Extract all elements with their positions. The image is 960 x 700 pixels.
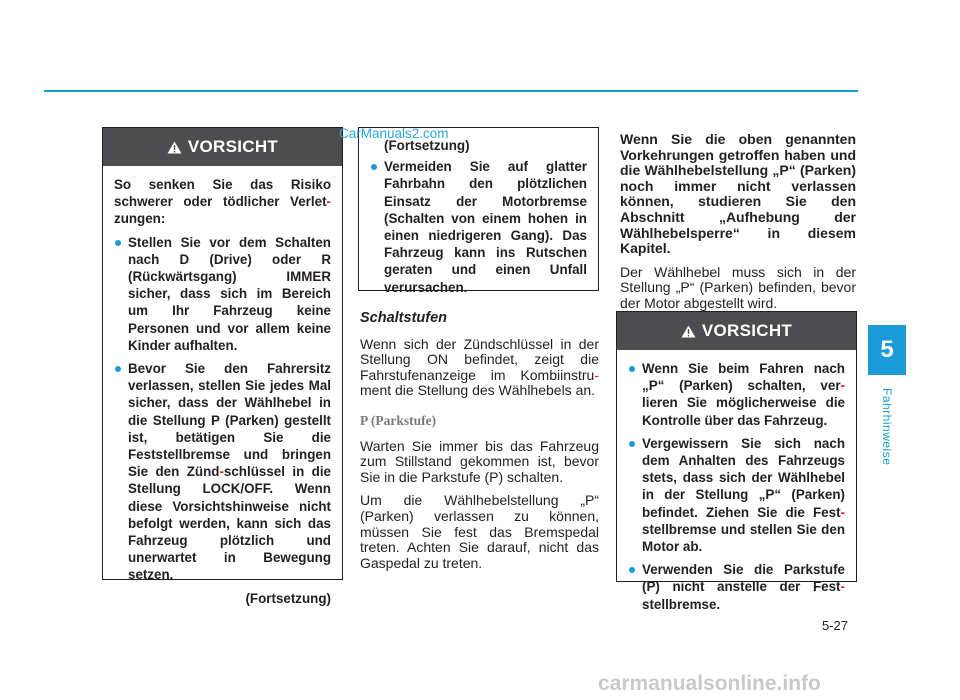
list-item: Wenn Sie beim Fahren nach „P“ (Parken) schalten, ver-lieren Sie möglicherweise die Kontrolle über das Fahrzeug. — [628, 360, 845, 429]
list-item: Stellen Sie vor dem Schalten nach D (Drive) oder R (Rückwärtsgang) IMMER sicher, dass sich im Bereich um Ihr Fahrzeug keine Personen und vor allem keine Kinder aufhalten. — [114, 234, 331, 354]
page-number: 5-27 — [822, 618, 849, 633]
paragraph: Der Wählhebel muss sich in der Stellung „P“ (Parken) befinden, bevor der Motor abgestellt wird. — [620, 263, 856, 311]
caution-header-right — [617, 312, 856, 350]
caution-intro: So senken Sie das Risiko schwerer oder tödlicher Verlet-zungen: — [114, 177, 331, 227]
right-text — [620, 132, 856, 320]
shift-section — [360, 311, 599, 579]
section-title: Schaltstufen — [360, 310, 448, 326]
caution-title-left: VORSICHT — [187, 137, 279, 156]
chapter-label: Fahrhinweise — [880, 388, 894, 466]
bold-paragraph: Wenn Sie die oben genannten Vorkehrungen getroffen haben und die Wählhebelstellung „P“ (Parken) noch immer nicht verlassen können, studieren Sie den Abschnitt „Aufhebung der Wählhebelsperre“ in diesem Kapitel. — [620, 131, 856, 257]
continued-label: (Fortsetzung) — [245, 590, 331, 606]
caution-list-middle — [370, 158, 587, 296]
watermark-top: CarManuals2.com — [339, 126, 449, 141]
list-item: Vergewissern Sie sich nach dem Anhalten des Fahrzeugs stets, dass sich der Wählhebel in der Stellung „P“ (Parken) befindet. Ziehen Sie die Fest-stellbremse und stellen Sie den Motor ab. — [628, 435, 845, 555]
list-item: Vermeiden Sie auf glatter Fahrbahn den plötzlichen Einsatz der Motorbremse (Schalten von einem hohen in einen niedrigeren Gang). Das Fahrzeug kann ins Rutschen geraten und einen Unfall verursachen. — [370, 158, 587, 296]
list-item: Verwenden Sie die Parkstufe (P) nicht anstelle der Fest-stellbremse. — [628, 561, 845, 613]
header-rule — [44, 90, 858, 92]
paragraph: Warten Sie immer bis das Fahrzeug zum Stillstand gekommen ist, bevor Sie in die Parkstufe (P) schalten. — [360, 437, 599, 485]
caution-list-right — [628, 360, 845, 613]
caution-title-right: VORSICHT — [701, 321, 793, 340]
caution-box-middle — [358, 127, 599, 295]
subsection-title: P (Parkstufe) — [360, 412, 437, 428]
caution-list-left — [114, 234, 331, 584]
continued-label: (Fortsetzung) — [384, 138, 470, 153]
caution-header-left — [103, 128, 342, 166]
caution-box-left — [102, 127, 343, 606]
chapter-tab: 5 — [868, 325, 906, 375]
paragraph: Wenn sich der Zündschlüssel in der Stellung ON befindet, zeigt die Fahrstufenanzeige im Kombiinstru-ment die Stellung des Wählhebels an. — [360, 335, 599, 399]
warning-icon — [167, 141, 182, 154]
paragraph: Um die Wählhebelstellung „P“ (Parken) verlassen zu können, müssen Sie fest das Bremspedal treten. Achten Sie darauf, nicht das Gaspedal zu treten. — [360, 492, 599, 571]
list-item: Bevor Sie den Fahrersitz verlassen, stellen Sie jedes Mal sicher, dass der Wählhebel in die Stellung P (Parken) gestellt ist, betätigen Sie die Feststellbremse und bringen Sie den Zünd-schlüssel in die Stellung LOCK/OFF. Wenn diese Vorsichtshinweise nicht befolgt werden, kann sich das Fahrzeug plötzlich und unerwartet in Bewegung setzen. — [114, 360, 331, 584]
warning-icon — [681, 325, 696, 338]
caution-box-right — [616, 311, 857, 612]
watermark-bottom: carmanualsonline.info — [598, 672, 821, 695]
